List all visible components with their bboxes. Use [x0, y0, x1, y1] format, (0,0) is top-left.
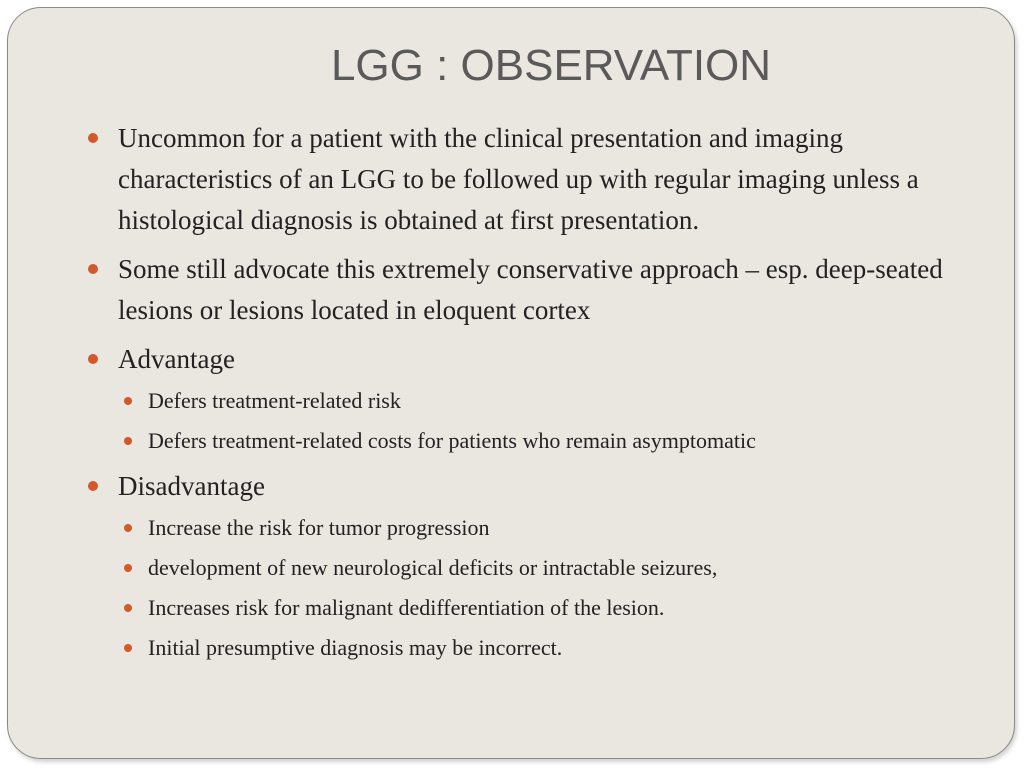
sub-bullet-dot-icon — [124, 524, 132, 532]
bullet-text: Uncommon for a patient with the clinical presentation and imaging characteristics of an LGG to be followed up with regular imaging unless a histological diagnosis is obtained at first presentation. — [118, 123, 919, 235]
sub-bullet-dot-icon — [124, 437, 132, 445]
sub-bullet-dot-icon — [124, 397, 132, 405]
slide-body — [86, 118, 986, 673]
slide-frame — [7, 7, 1015, 759]
bullet-text: Some still advocate this extremely conservative approach – esp. deep-seated lesions or lesions located in eloquent cortex — [118, 254, 943, 325]
bullet-item-disadvantage — [86, 466, 986, 507]
sub-bullet-text: development of new neurological deficits or intractable seizures, — [148, 555, 718, 580]
sub-bullet-item — [86, 513, 986, 543]
sub-bullet-dot-icon — [124, 604, 132, 612]
bullet-dot-icon — [88, 264, 98, 274]
sub-bullet-text: Increase the risk for tumor progression — [148, 515, 490, 540]
sub-bullet-item — [86, 633, 986, 663]
bullet-dot-icon — [88, 481, 98, 491]
bullet-dot-icon — [88, 133, 98, 143]
bullet-item — [86, 118, 986, 241]
sub-bullet-dot-icon — [124, 644, 132, 652]
sub-bullet-text: Initial presumptive diagnosis may be incorrect. — [148, 635, 563, 660]
sub-bullet-item — [86, 593, 986, 623]
slide-title: LGG : OBSERVATION — [330, 41, 772, 90]
bullet-item-advantage — [86, 339, 986, 380]
disadvantage-sublist — [86, 513, 986, 663]
bullet-text: Disadvantage — [118, 471, 265, 501]
advantage-sublist — [86, 386, 986, 456]
bullet-item — [86, 249, 986, 331]
sub-bullet-item — [86, 553, 986, 583]
sub-bullet-item — [86, 386, 986, 416]
sub-bullet-dot-icon — [124, 564, 132, 572]
bullet-text: Advantage — [118, 344, 235, 374]
sub-bullet-text: Defers treatment-related risk — [148, 388, 401, 413]
sub-bullet-text: Defers treatment-related costs for patients who remain asymptomatic — [148, 428, 756, 453]
sub-bullet-item — [86, 426, 986, 456]
bullet-dot-icon — [88, 354, 98, 364]
sub-bullet-text: Increases risk for malignant dedifferentiation of the lesion. — [148, 595, 665, 620]
